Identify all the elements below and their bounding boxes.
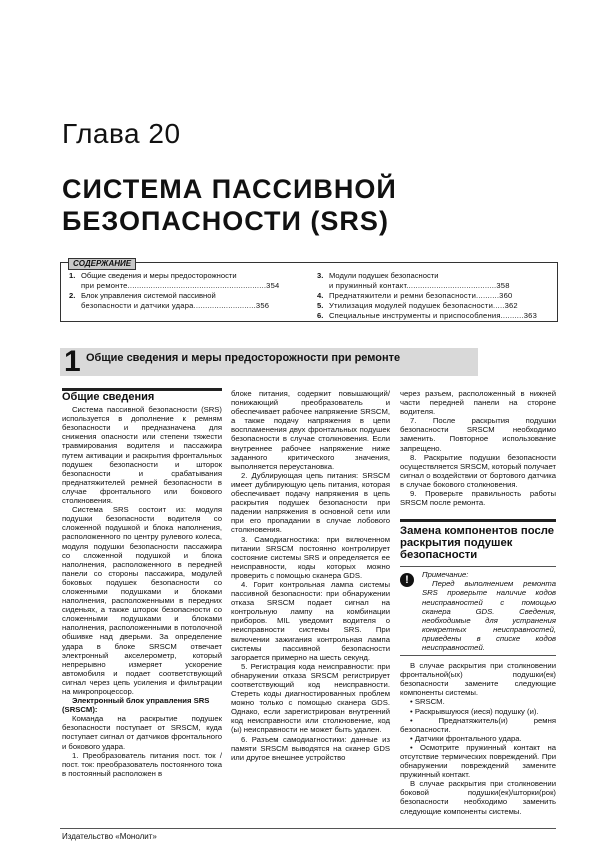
paragraph: Система SRS состоит из: модуля подушки безопасности водителя со сложенной подушкой и блока наполнения, расположенного по центру рулевого колеса, модуля подушки безопасности пассажира со сложенной подушкой и блока наполнения, расположенного в передней панели со стороны пассажира, модулей боковых подушек безопасности со сложенными подушками и блоками наполнения, расположенными в передних сиденьях, а также шторок безопасности со сложенными подушками и блоками наполнения, расположенными в потолочной обшивке над дверьми. За определение удара в блоке SRSCM отвечает электронный акселерометр, который непрерывно измеряет ускорение автомобиля и подает соответствующий сигнал через цепь усиления и фильтрации на микропроцессор.: [62, 505, 222, 696]
paragraph: В случае раскрытия при столкновении боковой подушки(ек)/шторки(рок) безопасности необходимо заменить следующие компоненты системы.: [400, 779, 556, 816]
paragraph: 9. Проверьте правильность работы SRSCM после ремонта.: [400, 489, 556, 508]
toc-num: 1.: [69, 271, 76, 280]
paragraph: через разъем, расположенный в нижней части передней панели на стороне водителя.: [400, 389, 556, 417]
toc-text: при ремонте............................................................354: [81, 281, 280, 290]
list-item: • Преднатяжитель(и) ремня безопасности.: [400, 715, 556, 734]
toc-label: СОДЕРЖАНИЕ: [68, 258, 136, 270]
toc-item[interactable]: [317, 271, 438, 281]
publisher-footer: Издательство «Монолит»: [62, 832, 157, 841]
paragraph: Команда на раскрытие подушек безопасности поступает от SRSCM, куда поступает сигнал от датчиков фронтального и бокового удара.: [62, 714, 222, 751]
toc-item[interactable]: [69, 271, 237, 281]
list-item: • Осмотрите пружинный контакт на отсутствие термических повреждений. При обнаружении повреждений замените пружинный контакт.: [400, 742, 556, 780]
column-3: [400, 389, 556, 816]
paragraph: 6. Разъем самодиагностики: данные из памяти SRSCM выводятся на сканер GDS или другое внешнее устройство: [231, 734, 390, 762]
toc-text: Блок управления системой пассивной: [81, 291, 216, 300]
toc-item[interactable]: [69, 281, 279, 291]
warning-icon: !: [400, 573, 414, 587]
toc-num: 6.: [317, 311, 324, 320]
paragraph: В случае раскрытия при столкновении фронтальной(ых) подушки(ек) безопасности замените следующие компоненты системы.: [400, 661, 556, 698]
chapter-title: [62, 173, 397, 237]
paragraph: 3. Самодиагностика: при включенном питании SRSCM постоянно контролирует состояние системы SRS и определяется ее неисправности, коды которых можно проверить с помощью сканера GDS.: [231, 534, 390, 580]
note-text: Перед выполнением ремонта SRS проверьте наличие кодов неисправностей с помощью сканера GDS. Сведения, необходимые для устранения конкретных неисправностей, приведены в списке кодов неисправностей.: [422, 579, 556, 652]
title-line-1: СИСТЕМА ПАССИВНОЙ: [62, 174, 397, 204]
toc-text: Модули подушек безопасности: [329, 271, 439, 280]
paragraph: Система пассивной безопасности (SRS) используется в дополнение к ремням безопасности и предназначена для снижения опасности или степени тяжести травмирования водителя и пассажира путем активации и раскрытия фронтальных подушек безопасности и шторок безопасности и срабатывания преднатяжителей ремней безопасности в случае фронтального или бокового столкновения.: [62, 405, 222, 506]
toc-item[interactable]: [317, 281, 510, 291]
section-number: 1: [64, 345, 81, 378]
subsection-heading: Общие сведения: [62, 388, 222, 402]
toc-text: Специальные инструменты и приспособления..........363: [329, 311, 537, 320]
paragraph: 8. Раскрытие подушки безопасности осуществляется SRSCM, который получает сигнал о воздействии от бортового датчика в случае бокового столкновения.: [400, 452, 556, 489]
footer-divider: [60, 828, 556, 829]
paragraph: 1. Преобразователь питания пост. ток / пост. ток: преобразователь постоянного тока в постоянный расположен в: [62, 750, 222, 778]
subheading: Электронный блок управления SRS (SRSCM):: [62, 696, 210, 715]
paragraph: блоке питания, содержит повышающий/понижающий преобразователь и обеспечивает рабочее напряжение SRSCM, а также подачу напряжения в цепи воспламенения двух фронтальных подушек безопасности в случае столкновения. Если внутреннее рабочее напряжение ниже заданного критического значения, выполняется переустановка.: [231, 389, 390, 471]
paragraph: 7. После раскрытия подушки безопасности SRSCM необходимо заменить. Повторное использование запрещено.: [400, 416, 556, 453]
column-1: [62, 388, 222, 778]
toc-text: безопасности и датчики удара...........................356: [81, 301, 270, 310]
toc-text: и пружинный контакт.......................................358: [329, 281, 510, 290]
table-of-contents: [60, 262, 558, 322]
toc-num: 3.: [317, 271, 324, 280]
toc-num: 2.: [69, 291, 76, 300]
toc-text: Утилизация модулей подушек безопасности.....362: [329, 301, 518, 310]
note-label: Примечание:: [422, 570, 469, 580]
list-item: • Датчики фронтального удара.: [410, 733, 522, 743]
toc-text: Преднатяжители и ремни безопасности..........360: [329, 291, 513, 300]
toc-item[interactable]: [317, 301, 518, 311]
chapter-heading: Глава 20: [62, 118, 181, 149]
toc-num: 5.: [317, 301, 324, 310]
list-item: • Раскрывшуюся (иеся) подушку (и).: [410, 706, 539, 716]
subsection-heading: Замена компонентов после раскрытия подушек безопасности: [400, 519, 556, 561]
toc-item[interactable]: [69, 291, 216, 301]
toc-item[interactable]: [317, 291, 512, 301]
list-item: • SRSCM.: [410, 697, 445, 707]
toc-num: 4.: [317, 291, 324, 300]
paragraph: 4. Горит контрольная лампа системы пассивной безопасности: при обнаружении отказа SRSCM подает сигнал на контрольную лампу на комбинации приборов. MIL уведомит водителя о неисправности системы SRS. При включении зажигания контрольная лампа системы пассивной безопасности загорается примерно на шесть секунд.: [231, 579, 390, 662]
title-line-2: БЕЗОПАСНОСТИ (SRS): [62, 206, 389, 236]
toc-item[interactable]: [69, 301, 269, 311]
section-title: Общие сведения и меры предосторожности при ремонте: [86, 352, 401, 364]
column-2: [231, 389, 390, 762]
note-block: [400, 566, 556, 656]
toc-item[interactable]: [317, 311, 537, 321]
paragraph: 5. Регистрация кода неисправности: при обнаружении отказа SRSCM регистрирует соответствующий код неисправности. Стереть коды диагностированных проблем можно только с помощью сканера GDS. Однако, если зарегистрирован внутренний код неисправности или столкновение, код (ы) неисправности не может быть удален.: [231, 661, 390, 735]
toc-text: Общие сведения и меры предосторожности: [81, 271, 237, 280]
paragraph: 2. Дублирующая цепь питания: SRSCM имеет дублирующую цепь питания, которая обеспечивает подачу напряжения в цепь раскрытия подушек безопасности при падении напряжения в основной сети или при его пропадании в случае лобового столкновения.: [231, 470, 390, 535]
